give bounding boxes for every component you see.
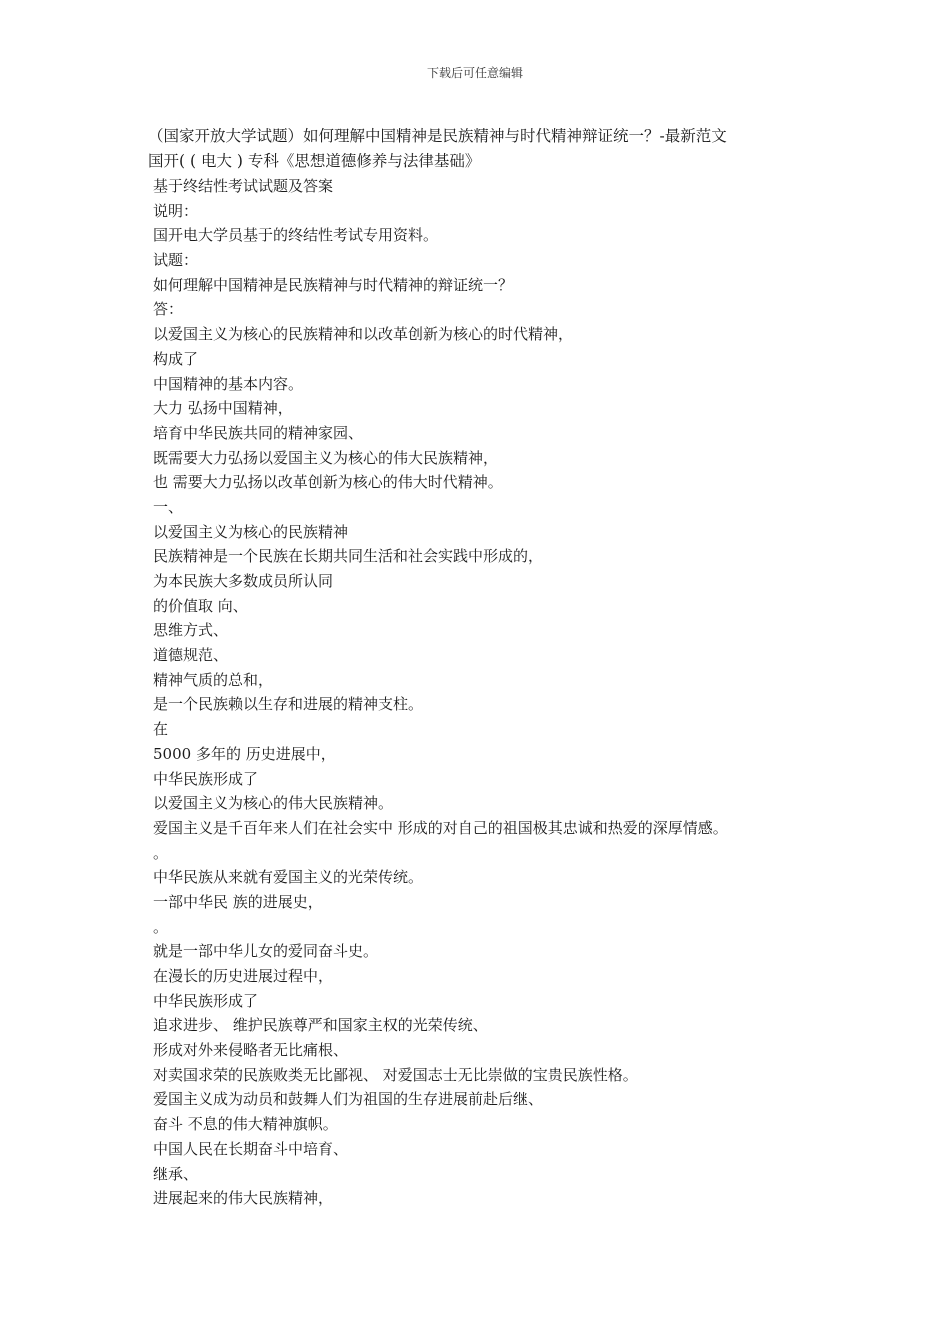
document-title-line-1: （国家开放大学试题）如何理解中国精神是民族精神与时代精神辩证统一？-最新范文 [148,127,727,145]
body-line: 。 [153,917,169,936]
body-line: 国开电大学员基于的终结性考试专用资料。 [153,226,439,245]
body-line: 追求进步、 维护民族尊严和国家主权的光荣传统、 [153,1016,488,1035]
body-line: 形成对外来侵略者无比痛根、 [153,1041,349,1060]
body-line: 为本民族大多数成员所认同 [153,572,334,590]
document-body [153,174,913,1211]
document-title-line-2: 国开( ( 电大 ) 专科《思想道德修养与法律基础》 [148,152,481,170]
body-line: 是一个民族赖以生存和进展的精神支柱。 [153,695,424,714]
body-line: 奋斗 不息的伟大精神旗帜。 [153,1115,338,1134]
body-line: 精神气质的总和， [153,670,274,689]
body-line: 也 需要大力弘扬以改革创新为核心的伟大时代精神。 [153,473,503,492]
body-line: 的价值取 向、 [153,596,248,615]
body-line: 就是一部中华儿女的爱同奋斗史。 [153,942,379,961]
body-line: 中国精神的基本内容。 [153,374,304,393]
body-line: 思维方式、 [153,621,229,640]
body-line: 5000 多年的 历史进展中， [153,744,336,763]
body-line: 一、 [153,497,184,516]
body-line: 培育中华民族共同的精神家园、 [153,423,364,442]
body-line: 道德规范、 [153,646,229,665]
body-line: 中华民族形成了 [153,769,259,788]
body-line: 试题： [153,251,199,270]
body-line: 以爱国主义为核心的民族精神 [153,522,349,541]
body-line: 答： [153,300,184,319]
body-line: 爱国主义成为动员和鼓舞人们为祖国的生存进展前赴后继、 [153,1090,544,1109]
body-line: 爱国主义是千百年来人们在社会实中 形成的对自己的祖国极其忠诚和热爱的深厚情感。 [153,818,728,837]
body-line: 。 [153,843,169,862]
body-line: 说明： [153,201,199,220]
body-line: 中华民族形成了 [153,991,259,1010]
body-line: 如何理解中国精神是民族精神与时代精神的辩证统一？ [153,275,514,294]
body-line: 中华民族从来就有爱国主义的光荣传统。 [153,868,424,887]
body-line: 以爱国主义为核心的民族精神和以改革创新为核心的时代精神， [153,325,574,344]
body-line: 中国人民在长期奋斗中培育、 [153,1139,349,1158]
page-header: 下载后可任意编辑 [426,66,523,80]
body-line: 继承、 [153,1164,199,1183]
body-line: 对卖国求荣的民族败类无比鄙视、 对爱国志士无比崇做的宝贵民族性格。 [153,1065,638,1084]
body-line: 基于终结性考试试题及答案 [153,177,334,195]
body-line: 在 [153,720,169,739]
body-line: 大力 弘扬中国精神， [153,399,293,418]
body-line: 一部中华民 族的进展史， [153,892,323,911]
body-line: 进展起来的伟大民族精神， [153,1189,334,1208]
body-line: 民族精神是一个民族在长期共同生活和社会实践中形成的， [153,547,544,566]
body-line: 在漫长的历史进展过程中， [153,967,334,985]
body-line: 以爱国主义为核心的伟大民族精神。 [153,794,394,813]
body-line: 既需要大力弘扬以爱国主义为核心的伟大民族精神， [153,448,499,467]
body-line: 构成了 [153,349,199,368]
